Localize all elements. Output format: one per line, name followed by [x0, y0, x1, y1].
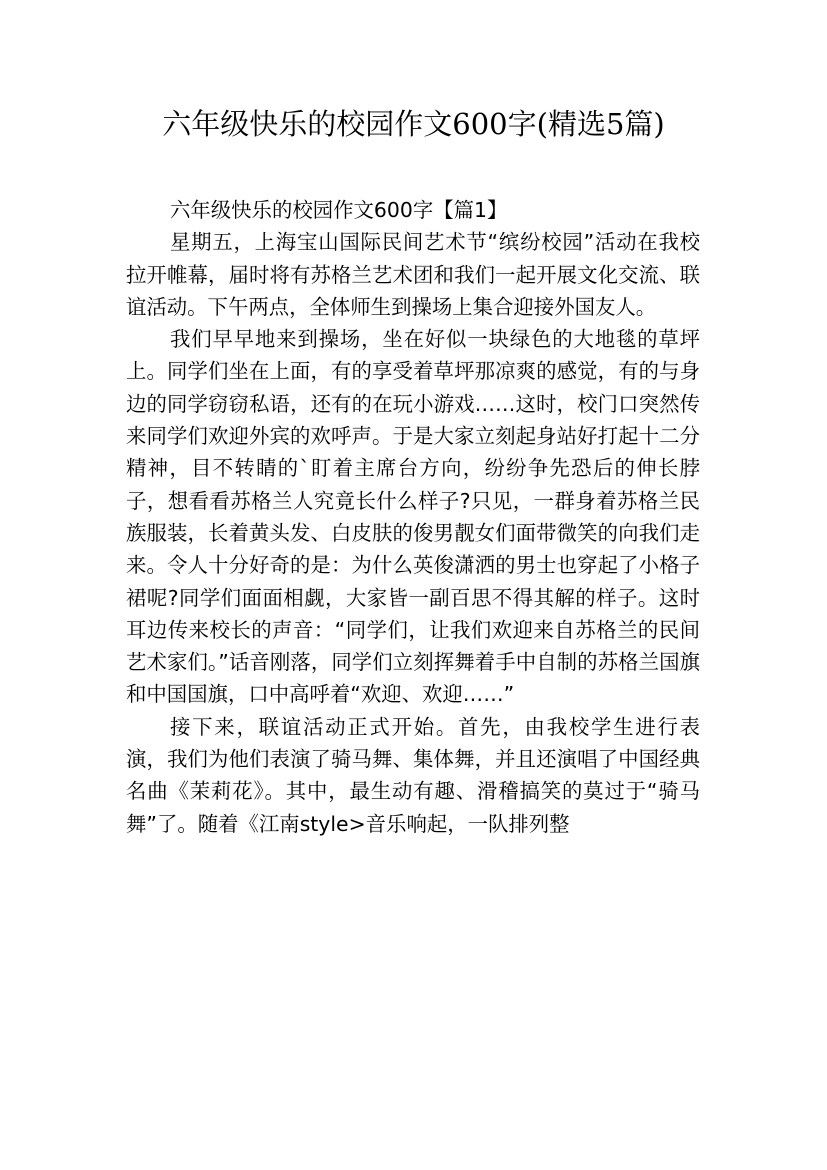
document-body [126, 194, 700, 840]
document-title: 六年级快乐的校园作文600字(精选5篇) [162, 107, 665, 141]
section-heading: 六年级快乐的校园作文600字【篇1】 [170, 198, 508, 222]
paragraph-3: 接下来，联谊活动正式开始。首先，由我校学生进行表演，我们为他们表演了骑马舞、集体舞，并且还演唱了中国经典名曲《茉莉花》。其中，最生动有趣、滑稽搞笑的莫过于“骑马舞”了。随着《江南style>音乐响起，一队排列整 [126, 714, 700, 836]
paragraph-2: 我们早早地来到操场，坐在好似一块绿色的大地毯的草坪上。同学们坐在上面，有的享受着草坪那凉爽的感觉，有的与身边的同学窃窃私语，还有的在玩小游戏……这时，校门口突然传来同学们欢迎外宾的欢呼声。于是大家立刻起身站好打起十二分精神，目不转睛的`盯着主席台方向，纷纷争先恐后的伸长脖子，想看看苏格兰人究竟长什么样子?只见，一群身着苏格兰民族服装，长着黄头发、白皮肤的俊男靓女们面带微笑的向我们走来。令人十分好奇的是：为什么英俊潇洒的男士也穿起了小格子裙呢?同学们面面相觑，大家皆一副百思不得其解的样子。这时耳边传来校长的声音：“同学们，让我们欢迎来自苏格兰的民间艺术家们。”话音刚落，同学们立刻挥舞着手中自制的苏格兰国旗和中国国旗，口中高呼着“欢迎、欢迎……” [126, 327, 700, 707]
paragraph-1: 星期五，上海宝山国际民间艺术节“缤纷校园”活动在我校拉开帷幕，届时将有苏格兰艺术团和我们一起开展文化交流、联谊活动。下午两点，全体师生到操场上集合迎接外国友人。 [126, 230, 700, 319]
